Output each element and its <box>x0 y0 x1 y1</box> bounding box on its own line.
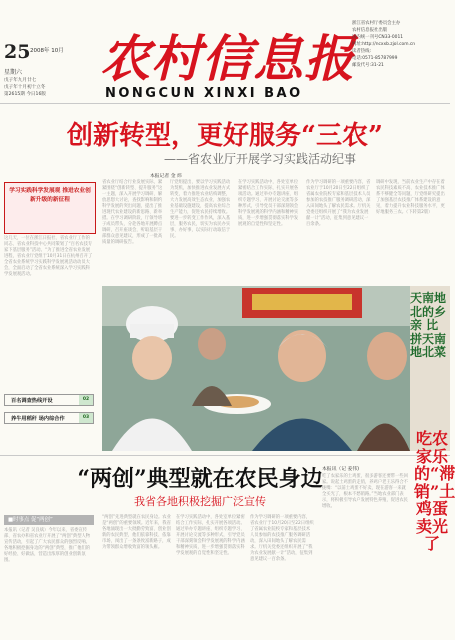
issue-date-year-month: 2008年 10月 <box>30 48 64 54</box>
phone-line: 电话:0571-85787999 <box>352 56 398 61</box>
section-teaser[interactable] <box>4 394 94 406</box>
highlight-box <box>4 182 96 234</box>
lead-article-column: 调研中发现，当前农业生产中存在着农民科技素质不高、农业技术推广体系不够健全等问题，厅党组研究提出了加强基层农技推广体系建设的意见，着力提升农业科技服务水平，更好地服务三农。（下转第2版） <box>376 180 445 215</box>
lead-article-column: 省农业厅结合行业发展实际，紧紧围绕“创新转型、提升服务”这一主题，深入开展学习调研、解放思想大讨论，查找影响和制约科学发展的突出问题，提出了推进现代农业建设的新思路、新举措。在学习调研阶段，厅领导班子成员带头，分赴各地开展蹲点调研，召开座谈会，听取基层干部群众意见建议，形成了一批高质量的调研报告。 <box>102 180 163 245</box>
article-byline: 本报记者 金 炜 <box>150 174 182 179</box>
second-headline: “两创”典型就在农民身边 <box>77 466 323 492</box>
second-article-column: 本报讯（记者 吴良斌）今年以来，省委宣传部、省农办和省农业厅开展了“两创”典型人物宣传活动，引起了广大农民群众的强烈反响。各地积极挖掘身边的“两创”典型，推广他们的好经验、好做法，营造出浓厚的创业创新氛围。 <box>4 528 91 563</box>
lead-headline: 创新转型，更好服务“三农” <box>67 121 383 151</box>
section-teaser[interactable] <box>4 412 94 424</box>
lead-article-column: 这几天，一位在浙江日报社、省农业厅工作的同志、省农业科技中心共同策划了“百名农技专家下基层服务”活动。“为了推进全省农业发展进程，省农业厅党组于10月31日在杭州召开了全省农业系统学习实践科学发展观活动动员大会，全面启动了全省农业系统深入学习实践科学发展观活动。 <box>4 236 93 277</box>
hotline-line: 读者热线: <box>352 49 372 54</box>
postal-code-line: 邮发代号:31-21 <box>352 63 384 68</box>
second-article-column: 在学习实践活动中，各处室单位紧密结合工作实际，扎实开展各项活动。通过举办专题讲座、组织专题学习、开展讨论交流等多种形式，引导党员干部深刻领会科学发展观的科学内涵和精神实质，进一步增强贯彻落实科学发展观的自觉性和坚定性。 <box>176 515 245 556</box>
second-article-column: 作为学习调研的一项重要内容，省农业厅于10月20日至22日组织了省属农业院校专家和基层技术人员参加的农技推广服务调研活动，深入田间地头了解农民需求。厅机关党委还组织开展了“我为农业发展献一计”活动，征集到意见建议一百余条。 <box>250 515 314 562</box>
issue-number-line: 第2615期 今日16版 <box>4 92 46 97</box>
newspaper-title-pinyin: NONGCUN XINXI BAO <box>105 86 303 101</box>
right-article-byline: 本报讯（记 姜伟) <box>322 467 359 472</box>
newspaper-title: 农村信息报 <box>100 29 355 88</box>
lead-subheadline: ——省农业厅开展学习实践活动纪事 <box>163 152 356 166</box>
news-photo-illustration <box>102 286 410 451</box>
issue-weekday: 星期六 <box>4 69 23 76</box>
issue-date-day: 25 <box>4 41 31 63</box>
publisher-line: 农村信息报社出版 <box>352 28 388 33</box>
section-divider <box>0 455 450 456</box>
news-photo <box>102 286 410 451</box>
second-subheadline: 我省各地积极挖掘广泛宣传 <box>134 495 266 508</box>
section-teaser-page: 02 <box>79 395 93 405</box>
website-line: 网址:http://ncxxb.zjol.com.cn <box>352 42 416 47</box>
section-teaser-page: 03 <box>79 413 93 423</box>
lead-article-column: 在学习实践活动中，各处室单位紧密结合工作实际，扎实开展各项活动。通过举办专题讲座、组织专题学习、开展讨论交流等多种形式，引导党员干部深刻领会科学发展观的科学内涵和精神实质，进一步增强贯彻落实科学发展观的自觉性和坚定性。 <box>238 180 299 227</box>
section-teaser-label: 百名调查热线开设 <box>11 398 53 404</box>
lead-article-column: 厅党组提出，要以学习实践活动为契机，加快推进农业发展方式转变，着力推进农业结构调整，大力发展高效生态农业，加强农业基础设施建设，提高农业综合生产能力，促进农民持续增收。要进一步转变工作作风，深入基层，服务农民，切实为农民办实事、办好事，以实际行动取信于民。 <box>170 180 231 239</box>
section-tag: ■时事点 促“两创” <box>4 515 94 525</box>
masthead-divider <box>0 103 450 104</box>
lead-article-column: 作为学习调研的一项重要内容，省农业厅于10月20日至22日组织了省属农业院校专家和基层技术人员参加的农技推广服务调研活动，深入田间地头了解农民需求。厅机关党委还组织开展了“我为农业发展献一计”活动，征集到意见建议一百余条。 <box>306 180 371 227</box>
solar-term-line: 戊子年十月初十立冬 <box>4 85 46 90</box>
right-article-column: 吃了农家乐的土鸡蛋，很多游客还要带一些回家。说起土鸡蛋的走俏，养鸡户老王乐得合不拢嘴：“以前土鸡蛋不好卖，现在游客一来就全买光了，根本不愁销路。”当地农业部门表示，将积极引导农户发展特色养殖，促进农民增收。 <box>322 474 408 509</box>
highlight-box-text: 学习实践科学发展观 推进农业创新升级的新征程 <box>9 188 91 203</box>
second-article-column: “两创”先进典型就在农民身边。农业是“两创”的重要领域。近年来，我省各地涌现出一大批勤劳致富、创业创新的农民典型，他们依靠科技、依靠市场，闯出了一条条致富新路子，成为带领群众增收致富的领头雁。 <box>102 515 171 550</box>
lunar-date-line: 戊子年九月廿七 <box>4 78 37 83</box>
publisher-line: 浙江省农村厅委员会主办 <box>352 21 401 26</box>
right-article-headline: 吃农家乐的“滞销”土鸡蛋卖光了 <box>414 429 455 553</box>
section-teaser-label: 养牛用稻秆 场内综合作 <box>11 416 65 422</box>
photo-caption-title: 天南地北的乡亲 比拼天南地北菜 <box>410 291 447 359</box>
publisher-line: 国内统一刊号CN33-0011 <box>352 35 404 40</box>
